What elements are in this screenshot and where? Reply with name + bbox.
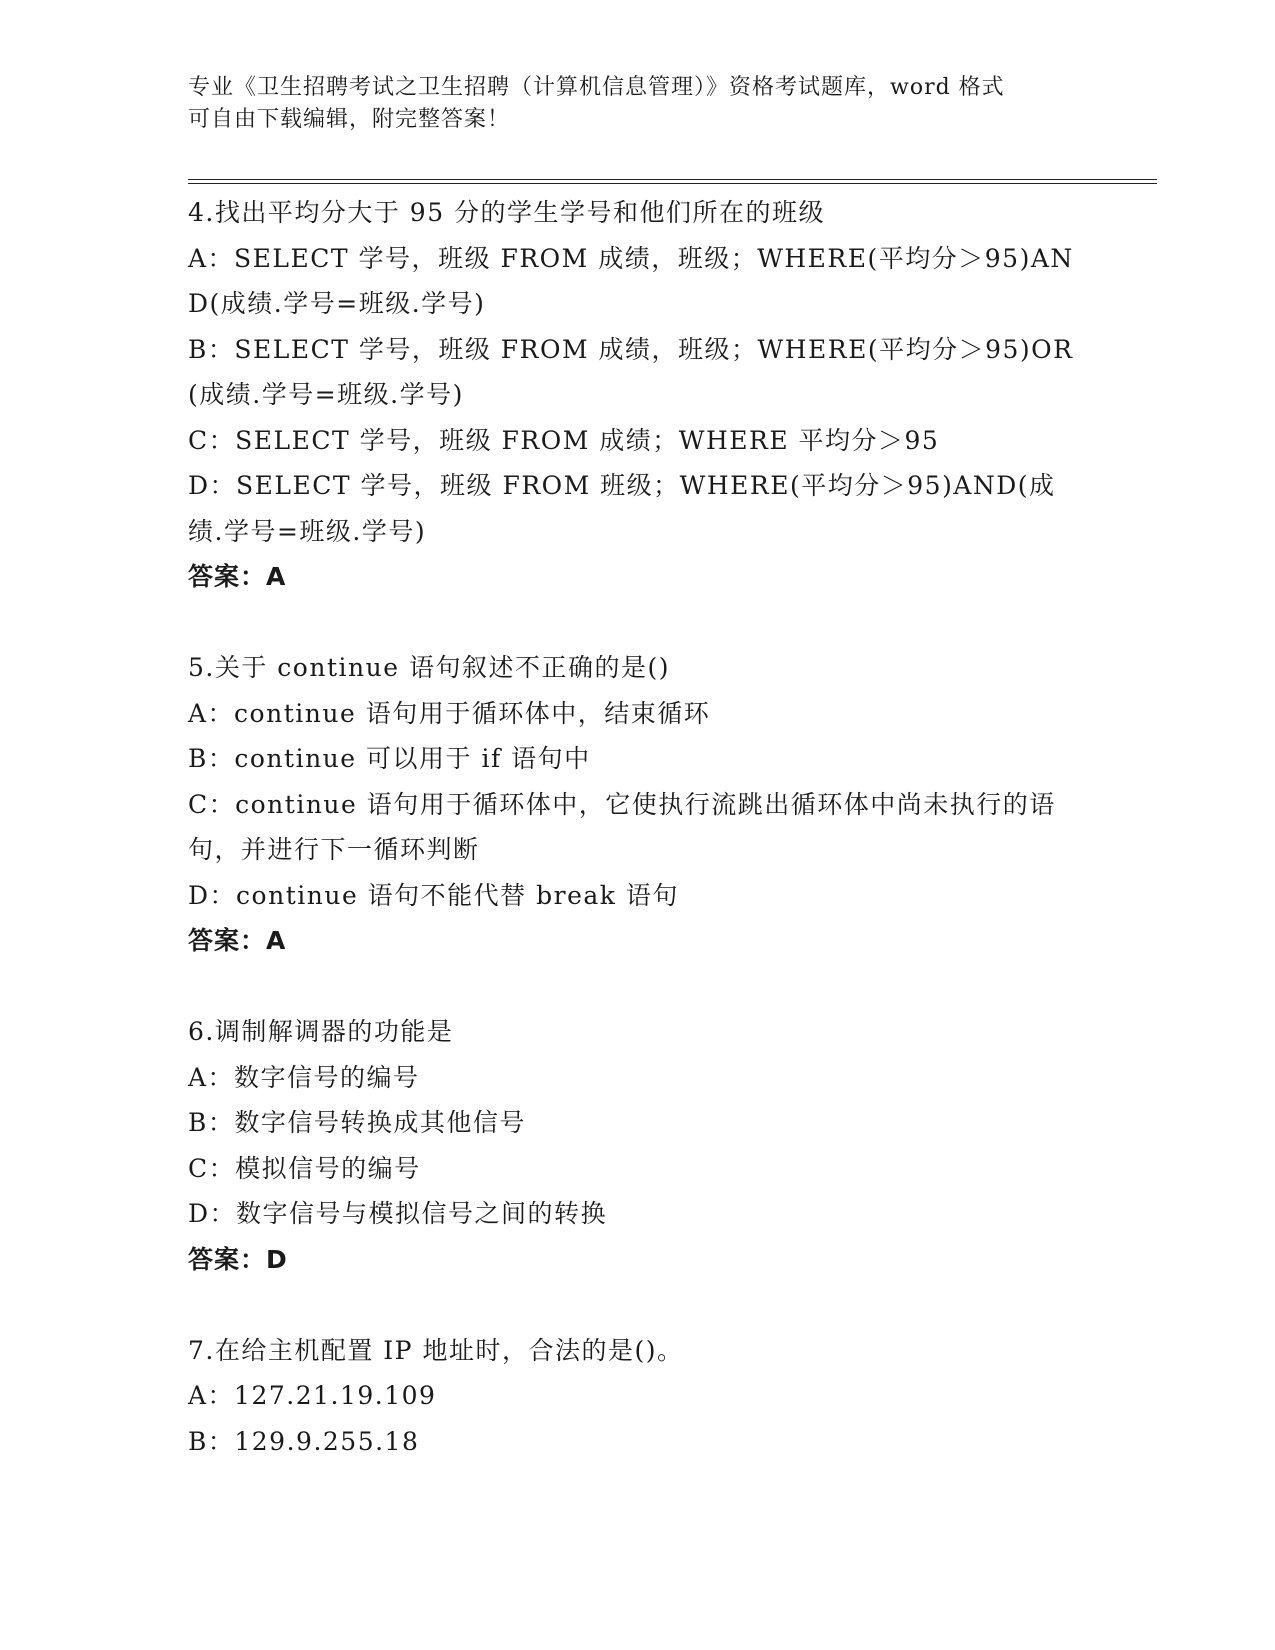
option-c: C：SELECT 学号，班级 FROM 成绩；WHERE 平均分＞95	[188, 425, 940, 455]
question-5	[188, 645, 1088, 964]
option-a: A：continue 语句用于循环体中，结束循环	[188, 698, 711, 728]
answer-label: 答案：A	[188, 926, 287, 955]
header-divider-top	[188, 179, 1157, 180]
question-list	[188, 190, 1088, 1464]
option-c: C：模拟信号的编号	[188, 1153, 421, 1183]
option-a: A：127.21.19.109	[188, 1381, 437, 1410]
option-b: B：continue 可以用于 if 语句中	[188, 744, 591, 773]
question-spacer	[188, 1282, 1088, 1328]
option-b: B：129.9.255.18	[188, 1426, 420, 1456]
option-a: A：SELECT 学号，班级 FROM 成绩，班级；WHERE(平均分＞95)AND(成绩.学号=班级.学号)	[188, 243, 1074, 318]
question-stem: 4.找出平均分大于 95 分的学生学号和他们所在的班级	[188, 198, 826, 227]
header-line-1: 专业《卫生招聘考试之卫生招聘（计算机信息管理）》资格考试题库，word 格式	[188, 75, 1005, 100]
question-stem: 7.在给主机配置 IP 地址时，合法的是()。	[188, 1335, 684, 1365]
question-7	[188, 1328, 1088, 1465]
question-4	[188, 190, 1088, 600]
option-c: C：continue 语句用于循环体中，它使执行流跳出循环体中尚未执行的语句，并进行下一循环判断	[188, 789, 1056, 864]
option-b: B：数字信号转换成其他信号	[188, 1108, 526, 1137]
question-stem: 5.关于 continue 语句叙述不正确的是()	[188, 653, 670, 682]
option-d: D：SELECT 学号，班级 FROM 班级；WHERE(平均分＞95)AND(成绩.学号=班级.学号)	[188, 471, 1056, 546]
option-d: D：数字信号与模拟信号之间的转换	[188, 1199, 608, 1228]
header-divider-bottom	[188, 183, 1157, 184]
question-stem: 6.调制解调器的功能是	[188, 1017, 454, 1046]
option-d: D：continue 语句不能代替 break 语句	[188, 880, 679, 910]
option-a: A：数字信号的编号	[188, 1062, 420, 1092]
document-header	[188, 72, 1088, 136]
option-b: B：SELECT 学号，班级 FROM 成绩，班级；WHERE(平均分＞95)OR(成绩.学号=班级.学号)	[188, 334, 1074, 409]
answer-label: 答案：D	[188, 1244, 288, 1274]
question-6	[188, 1009, 1088, 1282]
answer-label: 答案：A	[188, 562, 287, 591]
question-spacer	[188, 600, 1088, 646]
header-line-2: 可自由下载编辑，附完整答案！	[188, 107, 511, 132]
question-spacer	[188, 964, 1088, 1010]
